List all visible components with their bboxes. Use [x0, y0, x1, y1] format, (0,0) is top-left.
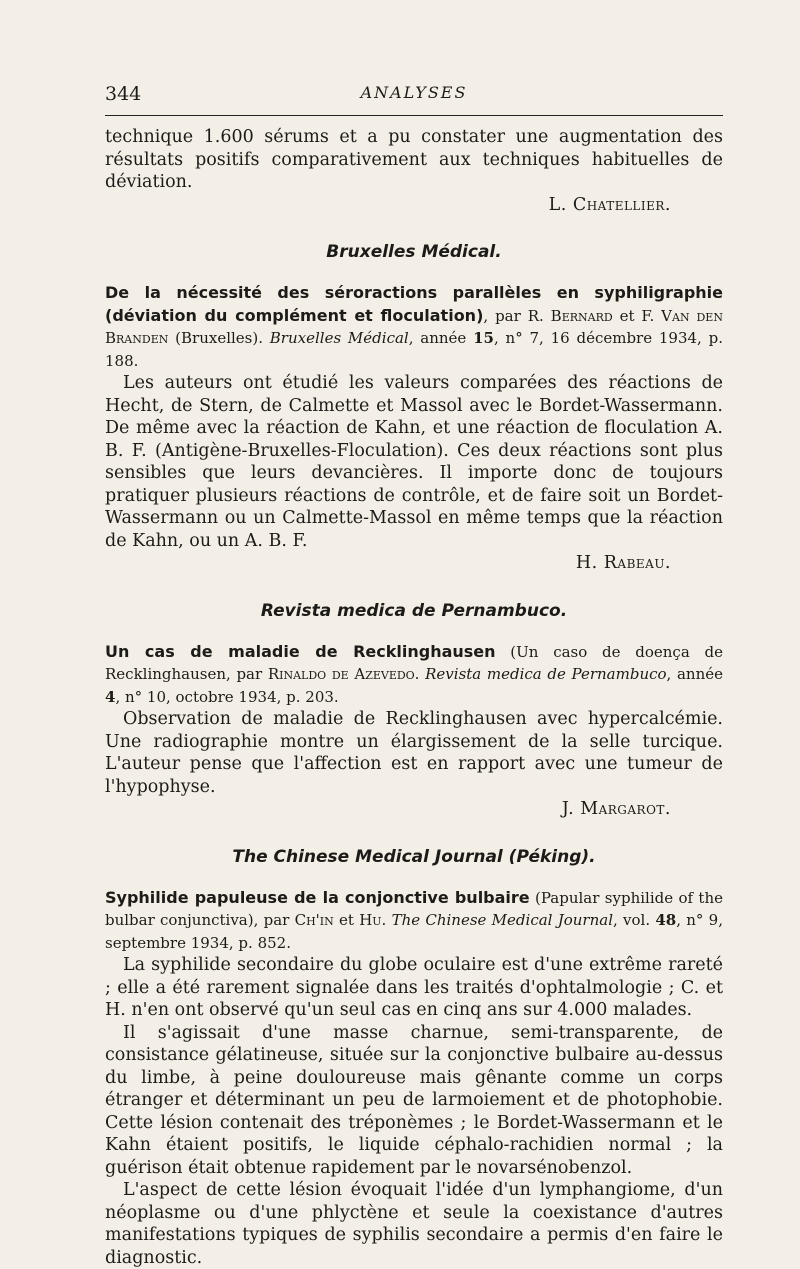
ref-volume: 4 [105, 687, 116, 706]
ref-and: et [612, 306, 642, 325]
ref-journal: The Chinese Medical Journal [386, 911, 613, 929]
ref-open: (Un caso de doença de Recklinghausen, par [105, 642, 723, 683]
ref-volume: 15 [473, 329, 494, 347]
abstract-3-paragraph-2: Il s'agissait d'une masse charnue, semi-transparente, de consistance gélatineuse, située sur la conjonctive bulbaire au-dessus du limbe, à peine douloureuse mais gênante comme un corps étranger et déterminant un peu de larmoiement et de photophobie. Cette lésion contenait des tréponèmes ; le Bordet-Wassermann et le Kahn étaient positifs, le liquide céphalo-rachidien normal ; la guérison était obtenue rapidement par le novarsénobenzol. [105, 1022, 723, 1178]
journal-heading-bruxelles: Bruxelles Médical. [326, 242, 502, 262]
ref-year: , année [408, 329, 474, 347]
signature-chatellier: L. Chatellier. [548, 194, 671, 215]
ref-rest: , n° 7, 16 décembre 1934, p. 188. [105, 329, 723, 370]
running-title: ANALYSES [360, 83, 468, 102]
signature-margarot: J. Margarot. [561, 799, 671, 819]
page-header [105, 83, 723, 107]
page-number: 344 [105, 83, 142, 105]
page-content [105, 126, 723, 1269]
abstract-1: Les auteurs ont étudié les valeurs comparées des réactions de Hecht, de Stern, de Calmette et Massol avec le Bordet-Wassermann. De même avec la réaction de Kahn, et une réaction de floculation A. B. F. (Antigène-Bruxelles-Floculation). Ces deux réactions sont plus sensibles que leurs devancières. Il importe donc de toujours pratiquer plusieurs réactions de contrôle, et de faire soit un Bordet-Wassermann ou un Calmette-Massol en même temps que la réaction de Kahn, ou un A. B. F. [105, 373, 723, 551]
author-bernard: R. Bernard [527, 306, 613, 325]
ref-rest: , n° 10, octobre 1934, p. 203. [115, 687, 339, 706]
abstract-2: Observation de maladie de Recklinghausen avec hypercalcémie. Une radiographie montre un élargissement de la selle turcique. L'auteur pense que l'affection est en rapport avec une tumeur de l'hypophyse. [105, 709, 723, 797]
ref-volume: 48 [655, 911, 677, 929]
continued-paragraph: technique 1.600 sérums et a pu constater une augmentation des résultats positifs comparativement aux techniques habituelles de déviation. [105, 127, 723, 192]
header-rule [105, 115, 723, 116]
ref-by: , par [483, 306, 528, 325]
author-chin: Ch'in [294, 911, 334, 929]
ref-open: (Bruxelles). [168, 329, 270, 347]
journal-heading-chinese: The Chinese Medical Journal (Péking). [232, 846, 596, 867]
article-title-3: Syphilide papuleuse de la conjonctive bulbaire [105, 887, 530, 907]
ref-rest: , n° 9, septembre 1934, p. 852. [105, 911, 723, 952]
abstract-3-paragraph-3: L'aspect de cette lésion évoquait l'idée d'un lymphangiome, d'un néoplasme ou d'une phlyctène et seule la coexistance d'autres manifestations typiques de syphilis secondaire a permis d'en faire le diagnostic. [105, 1180, 723, 1268]
article-reference-3 [105, 887, 723, 955]
author-hu: Hu. [359, 911, 387, 929]
ref-journal: Bruxelles Médical [269, 329, 409, 347]
author-van-den-branden: F. Van den Branden [105, 306, 723, 347]
ref-journal: Revista medica de Pernambuco [419, 665, 667, 683]
author-azevedo: Rinaldo de Azevedo. [267, 665, 420, 683]
article-reference-2 [105, 641, 723, 709]
signature-rabeau: H. Rabeau. [575, 553, 671, 573]
ref-open: (Papular syphilide of the bulbar conjunctiva), par [105, 888, 723, 929]
journal-heading-pernambuco: Revista medica de Pernambuco. [260, 600, 568, 621]
ref-year: , vol. [613, 911, 656, 929]
abstract-3-paragraph-1: La syphilide secondaire du globe oculaire est d'une extrême rareté ; elle a été rarement signalée dans les traités d'ophtalmologie ; C. et H. n'en ont observé qu'un seul cas en cinq ans sur 4.000 malades. [105, 955, 723, 1020]
article-title-1: De la nécessité des séroractions parallèles en syphiligraphie (déviation du complément et floculation) [105, 283, 723, 325]
ref-year: , année [666, 665, 723, 683]
article-title-2: Un cas de maladie de Recklinghausen [105, 641, 496, 661]
ref-and: et [333, 911, 360, 929]
article-reference-1 [105, 282, 723, 372]
